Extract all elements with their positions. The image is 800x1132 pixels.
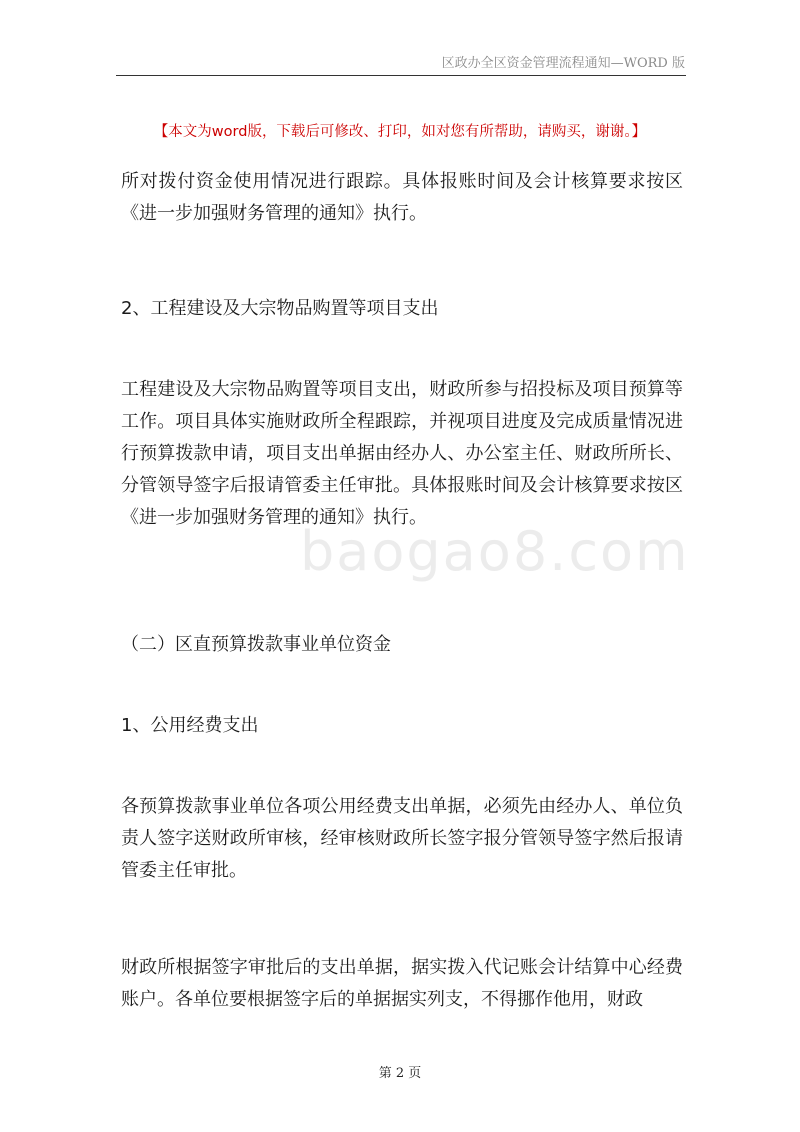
section-heading-1 [121,710,683,742]
page-number: 第 2 页 [378,1066,422,1081]
paragraph-text: 工程建设及大宗物品购置等项目支出，财政所参与招投标及项目预算等工作。项目具体实施财政所全程跟踪，并视项目进度及完成质量情况进行预算拨款申请，项目支出单据由经办人、办公室主任、财政所所长、分管领导签字后报请管委主任审批。具体报账时间及会计核算要求按区《进一步加强财务管理的通知》执行。 [121,379,683,528]
paragraph-text: 财政所根据签字审批后的支出单据，据实拨入代记账会计结算中心经费账户。各单位要根据签字后的单据据实列支，不得挪作他用，财政 [121,957,683,1010]
paragraph-text: 所对拨付资金使用情况进行跟踪。具体报账时间及会计核算要求按区《进一步加强财务管理的通知》执行。 [121,171,683,224]
heading-text: （二）区直预算拨款事业单位资金 [121,634,391,655]
header-rule [116,75,686,76]
watermark: baogao8.com [300,520,690,583]
section-heading-er [121,629,683,661]
paragraph-text: 各预算拨款事业单位各项公用经费支出单据，必须先由经办人、单位负责人签字送财政所审核，经审核财政所长签字报分管领导签字然后报请管委主任审批。 [121,796,683,881]
download-notice: 【本文为word版，下载后可修改、打印，如对您有所帮助，请购买，谢谢。】 [153,124,647,140]
running-header: 区政办全区资金管理流程通知—WORD 版 [441,56,685,71]
paragraph-public-funds [121,791,683,887]
heading-text: 1、公用经费支出 [121,715,259,736]
paragraph-finance-office [121,952,683,1016]
heading-text: 2、工程建设及大宗物品购置等项目支出 [121,298,439,319]
paragraph-continuation [121,166,683,230]
paragraph-engineering [121,374,683,534]
section-heading-2 [121,293,683,325]
